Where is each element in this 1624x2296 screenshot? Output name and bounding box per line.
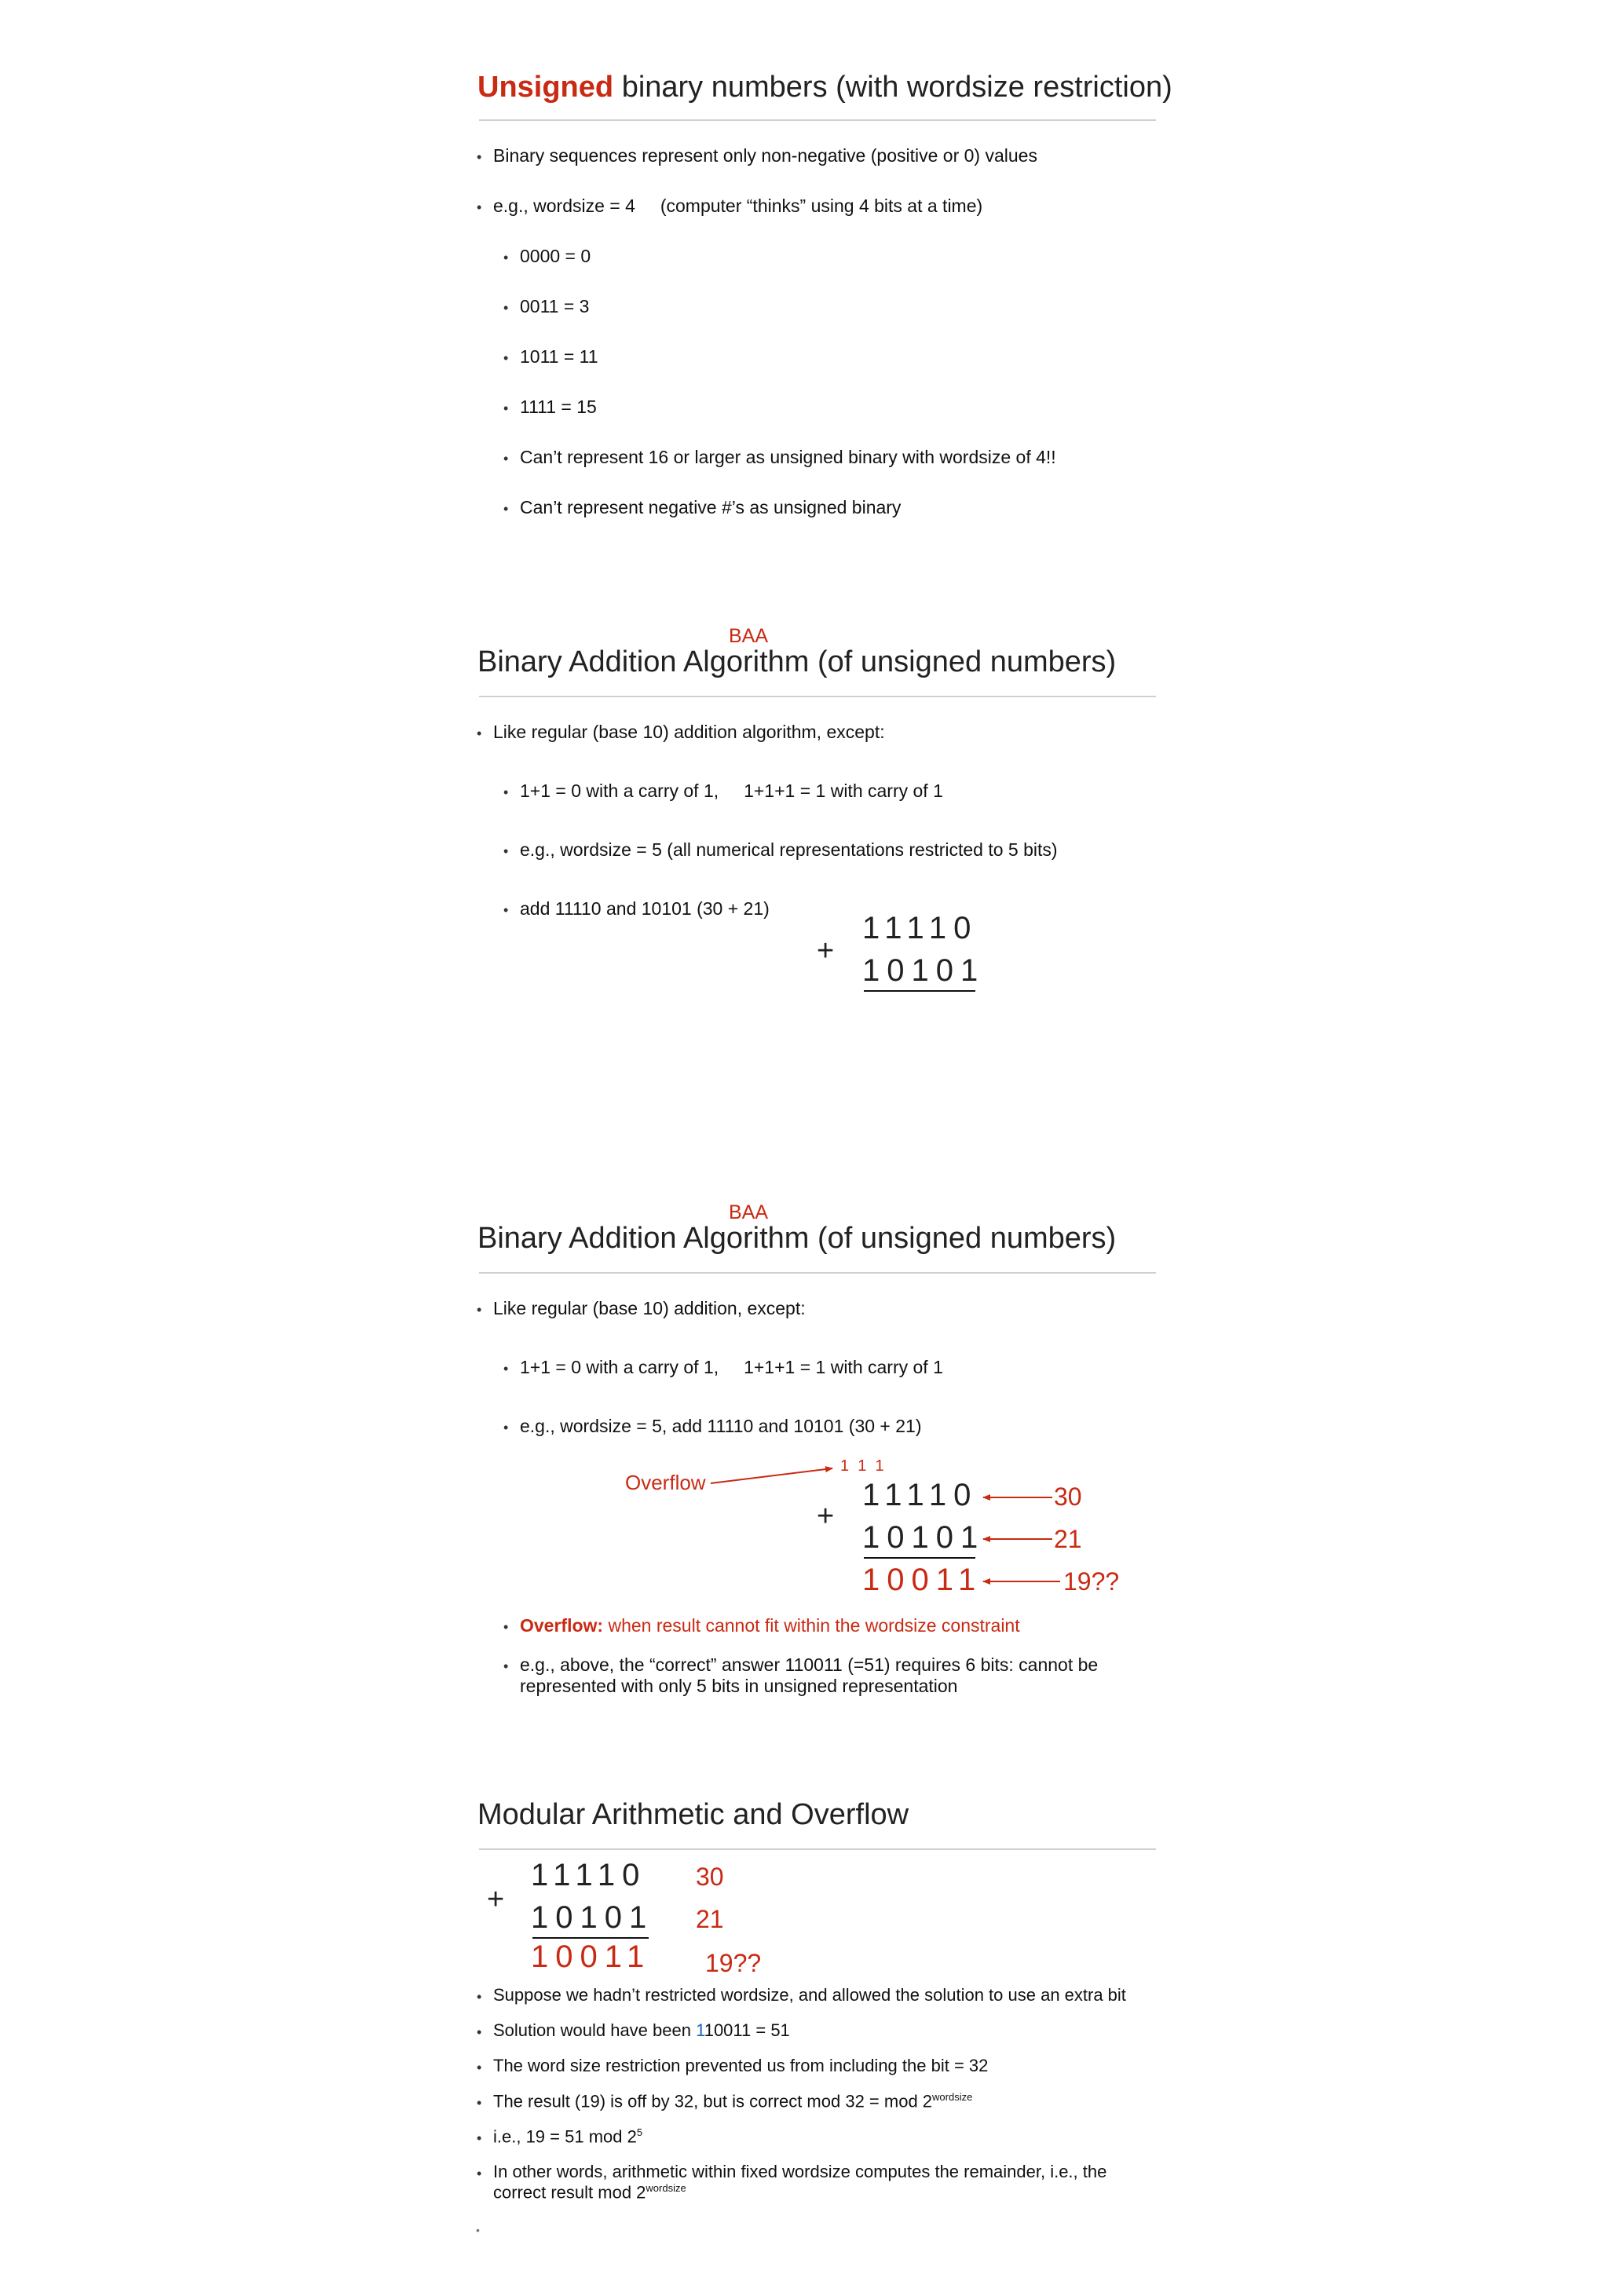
slide2-title: Binary Addition Algorithm (of unsigned numbers) [477,645,1117,678]
slide4-bullet-4 [493,2091,972,2111]
slide4-operand-2: 10101 [531,1900,654,1935]
slide1-sub-bullet-6: • Can’t represent negative #’s as unsigned binary [520,497,901,518]
slide3-value-19: 19?? [1063,1567,1120,1596]
slide1-bullet-2: • e.g., wordsize = 4 (computer “thinks” using 4 bits at a time) [493,196,982,217]
slide4-title: Modular Arithmetic and Overflow [477,1798,909,1831]
slide2-sub-bullet-2: • e.g., wordsize = 5 (all numerical representations restricted to 5 bits) [520,839,1058,861]
slide2-sub-bullet-1: • 1+1 = 0 with a carry of 1, 1+1+1 = 1 with carry of 1 [520,781,943,802]
slide3-example-line-1: • e.g., above, the “correct” answer 110011 (=51) requires 6 bits: cannot be [520,1654,1099,1675]
slide4-b2-post: 10011 = 51 [704,2020,790,2040]
slide1-bullet-1: • Binary sequences represent only non-negative (positive or 0) values [493,145,1037,166]
slide4-empty-bullet: • [476,2224,480,2236]
slide2-plus-sign: + [817,934,835,967]
slide3-operand-1: 11110 [862,1478,978,1512]
overflow-text: when result cannot fit within the wordsize constraint [608,1615,1020,1636]
slide3-plus-sign: + [817,1500,835,1533]
slide4-sum-line [532,1937,649,1939]
slide4-bullet-1: • Suppose we hadn’t restricted wordsize, and allowed the solution to use an extra bit [493,1985,1126,2005]
slide1-sub-bullet-2: • 0011 = 3 [520,296,589,317]
slide4-b6-line-1: • In other words, arithmetic within fixed wordsize computes the remainder, i.e., the [493,2162,1107,2181]
slide3-example [520,1654,1098,1697]
slide4-b4-text: The result (19) is off by 32, but is correct mod 32 = mod 2 [493,2091,933,2111]
slide4-bullet-5 [493,2126,642,2147]
slide4-b5-sup: 5 [636,2126,643,2138]
slide4-value-30: 30 [696,1863,724,1891]
slide1-sub-bullet-5: • Can’t represent 16 or larger as unsigned binary with wordsize of 4!! [520,447,1056,468]
slide4-b6-sup: wordsize [646,2182,686,2194]
slide1-title-highlight: Unsigned [477,71,614,104]
slide4-bullet-6 [493,2162,1106,2203]
slide3-tag: BAA [729,1201,769,1223]
slide4-operand-1: 11110 [531,1858,647,1892]
slide4-b2-pre: Solution would have been [493,2020,697,2040]
slide3-bullet: • Like regular (base 10) addition, except: [493,1298,806,1319]
slide4-b5-text: i.e., 19 = 51 mod 2 [493,2126,637,2147]
slide4-plus-sign: + [487,1883,505,1916]
slide2-sub-bullet-3: • add 11110 and 10101 (30 + 21) [520,898,770,919]
slide4-value-19: 19?? [705,1949,762,1977]
slide4-divider [479,1848,1156,1850]
slide4-result: 10011 [531,1940,652,1974]
slide3-example-line-2: represented with only 5 bits in unsigned representation [520,1676,958,1696]
slide3-value-21: 21 [1054,1525,1082,1553]
slide3-sub-bullet-1: • 1+1 = 0 with a carry of 1, 1+1+1 = 1 with carry of 1 [520,1357,943,1378]
slide3-carry-digits: 1 1 1 [840,1457,884,1475]
overflow-term: Overflow: [520,1615,604,1636]
slide2-bullet: • Like regular (base 10) addition algorithm, except: [493,722,885,743]
slide4-b6-line-2 [493,2182,1106,2203]
slide3-value-30: 30 [1054,1483,1082,1511]
slide2-operand-2: 10101 [862,953,986,988]
slide4-bullet-2 [493,2020,790,2041]
overflow-arrow [711,1468,832,1483]
slide4-bullet-3: • The word size restriction prevented us from including the bit = 32 [493,2056,988,2076]
slide3-sub-bullet-2: • e.g., wordsize = 5, add 11110 and 10101 (30 + 21) [520,1416,921,1437]
slide3-overflow-label: Overflow [625,1471,706,1494]
slide2-tag: BAA [729,625,769,647]
slide1-sub-bullet-4: • 1111 = 15 [520,397,597,418]
slide3-overflow-definition [520,1615,1020,1636]
slide3-result: 10011 [862,1563,983,1597]
slide4-value-21: 21 [696,1905,724,1933]
slide1-sub-bullet-3: • 1011 = 11 [520,346,598,367]
slide4-b6-line-2-text: correct result mod 2 [493,2182,646,2203]
extra-bit: 1 [696,2020,704,2040]
slide1-title-rest: binary numbers (with wordsize restriction) [621,71,1172,104]
slide4-b4-sup: wordsize [932,2091,973,2103]
slide3-sum-line [864,1557,975,1559]
slide3-operand-2: 10101 [862,1520,986,1555]
slide3-title: Binary Addition Algorithm (of unsigned numbers) [477,1222,1117,1255]
slide1-sub-bullet-1: • 0000 = 0 [520,246,591,267]
slide2-operand-1: 11110 [862,911,978,945]
